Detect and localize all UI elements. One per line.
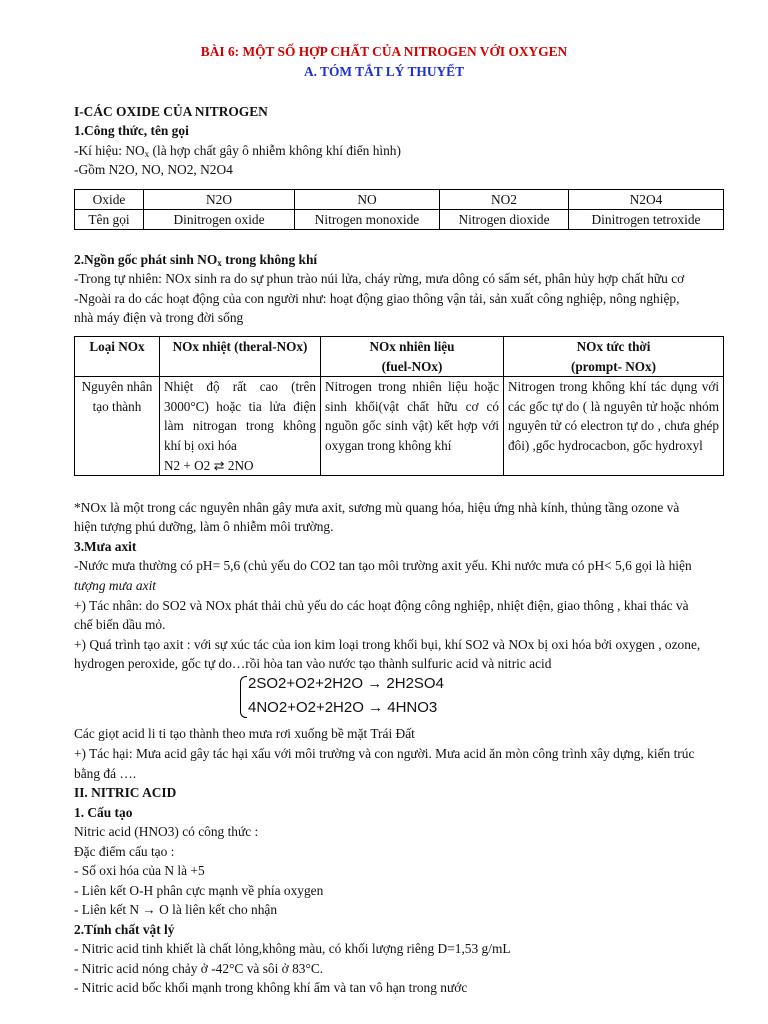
table-cell: Dinitrogen oxide [144, 210, 295, 230]
table-cell: Nitrogen monoxide [295, 210, 440, 230]
paragraph-line: hydrogen peroxide, gốc tự do…rồi hòa tan vào nước tạo thành sulfuric acid và nitric acid [74, 656, 552, 671]
paragraph-line: nhà máy điện và trong đời sống [74, 310, 244, 325]
includes-line: -Gồm N2O, NO, NO2, N2O4 [74, 162, 233, 177]
subheading-formula: 1.Công thức, tên gọi [74, 123, 189, 138]
paragraph-line: - Nitric acid nóng chảy ở -42°C và sôi ở 83°C. [74, 961, 324, 976]
paragraph-line: Các giọt acid li ti tạo thành theo mưa rơi xuống bề mặt Trái Đất [74, 726, 415, 741]
table-header-row [75, 337, 724, 377]
table-cell: NO2 [440, 190, 569, 210]
subheading-physical-properties: 2.Tính chất vật lý [74, 922, 175, 937]
paragraph-line: +) Quá trình tạo axit : với sự xúc tác của ion kim loại trong khối bụi, khí SO2 và NOx bị oxi hóa bởi oxygen , ozone, [74, 637, 701, 652]
table-row [75, 190, 724, 210]
paragraph-line: - Nitric acid bốc khối mạnh trong không khí ẩm và tan vô hạn trong nước [74, 980, 468, 995]
paragraph-line: - Liên kết O-H phân cực mạnh về phía oxygen [74, 883, 324, 898]
table-row [75, 210, 724, 230]
paragraph-line: +) Tác hại: Mưa acid gây tác hại xấu với môi trường và con người. Mưa acid ăn mòn công trình xây dựng, kiến trúc [74, 746, 695, 761]
oxide-table [74, 189, 724, 230]
table-cell: Nitrogen trong nhiên liệu hoặc sinh khối(vật chất hữu cơ có nguồn gốc sinh vật) kết hợp với oxygan trong không khí [321, 377, 504, 476]
note-line: hiện tượng phú dưỡng, làm ô nhiễm môi trường. [74, 519, 334, 534]
section-heading-sources: 2.Ngồn gốc phát $\sinh NO_x$ trong không khí [74, 252, 318, 268]
paragraph-line: - Số oxi hóa của N là +5 [74, 863, 205, 878]
lesson-title: BÀI 6: MỘT SỐ HỢP CHẤT CỦA NITROGEN VỚI OXYGEN [200, 44, 568, 59]
nox-source-table [74, 336, 724, 476]
note-line: *NOx là một trong các nguyên nhân gây mưa axit, sương mù quang hóa, hiệu ứng nhà kính, thủng tầng ozone và [74, 500, 680, 515]
section-heading-nitric-acid: II. NITRIC ACID [74, 785, 177, 800]
paragraph-line: bằng đá …. [74, 766, 137, 781]
table-cell: Oxide [75, 190, 144, 210]
paragraph-line: Đặc điểm cấu tạo : [74, 844, 175, 859]
section-heading-acid-rain: 3.Mưa axit [74, 539, 137, 554]
equation-so2: 2SO2+O2+2H2O → 2H2SO4 [248, 675, 444, 692]
symbol-line: -Kí hiệu: $NO_x$ (là hợp chất gây ô nhiễm không khí điển hình) [74, 143, 401, 159]
table-row [75, 377, 724, 476]
paragraph-line: chế biến dầu mỏ. [74, 617, 166, 632]
table-cell: N2O [144, 190, 295, 210]
section-heading-oxides: I-CÁC OXIDE CỦA NITROGEN [74, 104, 268, 119]
table-cell: Tên gọi [75, 210, 144, 230]
table-cell: Dinitrogen tetroxide [569, 210, 724, 230]
table-header-cell: Loại NOx [75, 337, 160, 377]
paragraph-line: Nitric acid (HNO3) có công thức : [74, 824, 259, 839]
table-header-cell: NOx nhiên liệu (fuel-NOx) [321, 337, 504, 377]
table-cell: NO [295, 190, 440, 210]
paragraph-line: -Nước mưa thường có pH= 5,6 (chủ yếu do CO2 tan tạo môi trường axit yếu. Khi nước mưa có pH< 5,6 gọi là hiện [74, 558, 692, 573]
table-cell: N2O4 [569, 190, 724, 210]
brace-icon [240, 676, 247, 718]
paragraph-line: -Ngoài ra do các hoạt động của con người như: hoạt động giao thông vận tải, sản xuất công nghiệp, nông nghiệp, [74, 291, 680, 306]
paragraph-line: -Trong tự nhiên: NOx sinh ra do sự phun trào núi lửa, cháy rừng, mưa dông có sấm sét, phân hủy hợp chất hữu cơ [74, 271, 685, 286]
equation-no2: 4NO2+O2+2H2O → 4HNO3 [248, 699, 438, 716]
table-cell: Nitrogen dioxide [440, 210, 569, 230]
paragraph-line: tượng mưa axit [74, 578, 157, 593]
lesson-subtitle: A. TÓM TẮT LÝ THUYẾT [303, 64, 465, 79]
table-header-cell: NOx tức thời (prompt- NOx) [504, 337, 724, 377]
table-header-cell: NOx nhiệt (theral-NOx) [160, 337, 321, 377]
table-cell: Nguyên nhân tạo thành [75, 377, 160, 476]
paragraph-line: - Liên kết N → O là liên kết cho nhận [74, 902, 278, 917]
paragraph-line: - Nitric acid tinh khiết là chất lỏng,không màu, có khối lượng riêng D=1,53 g/mL [74, 941, 511, 956]
table-cell: Nhiệt độ rất cao (trên 3000°C) hoặc tia lửa điện làm nitrogan trong không khí bị oxi hóa N2 + O2 ⇄ 2NO [160, 377, 321, 476]
paragraph-line: +) Tác nhân: do SO2 và NOx phát thải chủ yếu do các hoạt động công nghiệp, nhiệt điện, giao thông , khai thác và [74, 598, 689, 613]
subheading-structure: 1. Cấu tạo [74, 805, 133, 820]
table-cell: Nitrogen trong không khí tác dụng với các gốc tự do ( là nguyên tử hoặc nhóm nguyên tử có electron tự do , chưa ghép đôi) ,gốc hydrocacbon, gốc hydroxyl [504, 377, 724, 476]
